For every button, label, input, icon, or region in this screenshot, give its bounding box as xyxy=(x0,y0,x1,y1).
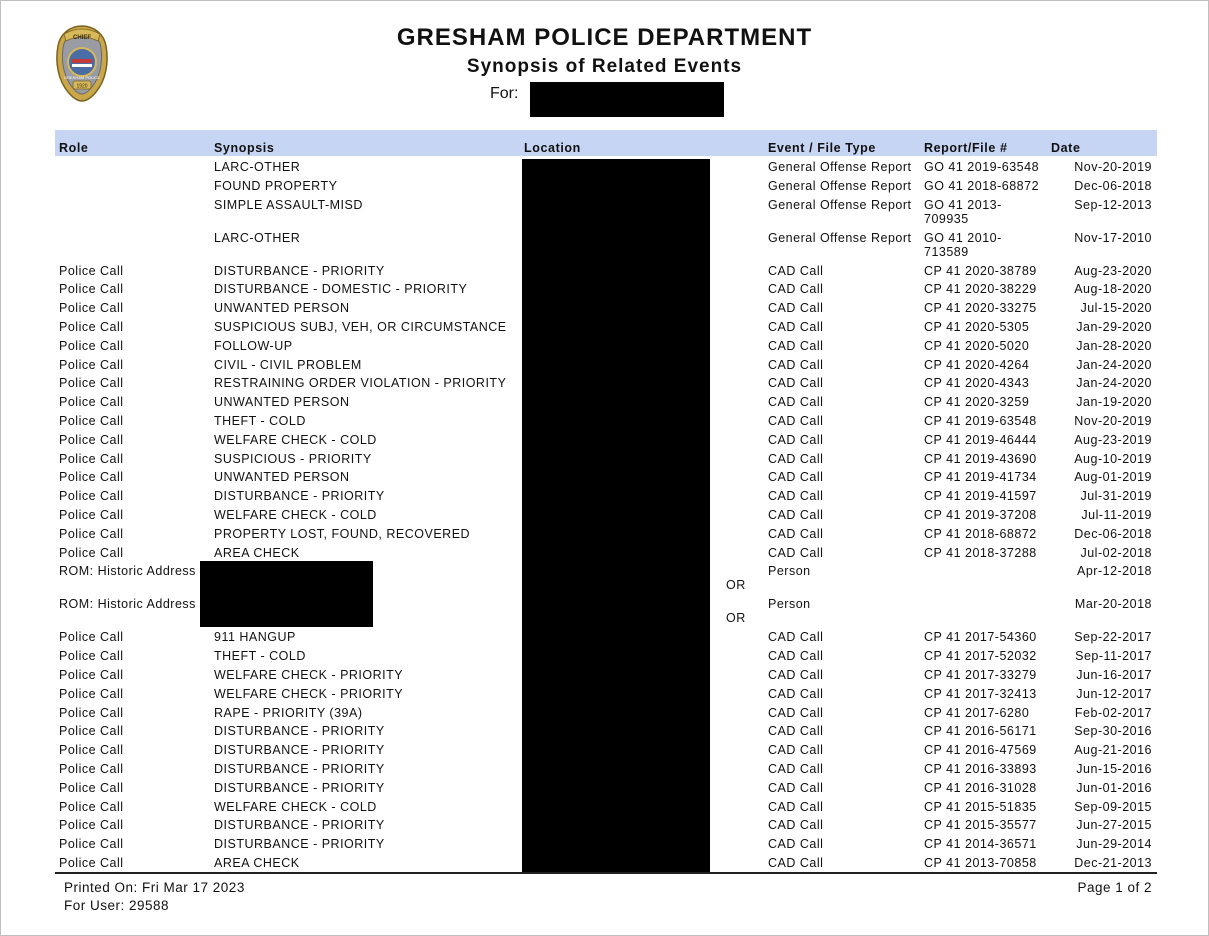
row-date: Nov-17-2010 xyxy=(1074,230,1152,245)
row-report-number: CP 41 2017-52032 xyxy=(924,649,1037,664)
row-date: Sep-12-2013 xyxy=(1074,197,1152,212)
row-type: CAD Call xyxy=(768,357,824,372)
row-type: General Offense Report xyxy=(768,197,912,212)
row-report-number: CP 41 2019-37208 xyxy=(924,508,1037,522)
row-date: Feb-02-2017 xyxy=(1074,705,1152,720)
row-type: CAD Call xyxy=(768,837,824,852)
row-type: CAD Call xyxy=(768,724,824,739)
row-role: ROM: Historic Address xyxy=(59,564,196,579)
row-date: Sep-09-2015 xyxy=(1074,799,1152,814)
row-synopsis: LARC-OTHER xyxy=(214,230,301,245)
row-date: Mar-20-2018 xyxy=(1074,597,1152,612)
row-synopsis: FOLLOW-UP xyxy=(214,338,293,353)
row-date: Jul-15-2020 xyxy=(1080,301,1152,316)
row-date: Aug-18-2020 xyxy=(1074,282,1152,297)
row-date: Sep-11-2017 xyxy=(1075,649,1152,664)
row-synopsis: LARC-OTHER xyxy=(214,160,301,174)
row-synopsis: WELFARE CHECK - COLD xyxy=(214,799,377,814)
row-date: Dec-06-2018 xyxy=(1074,178,1152,193)
row-role: Police Call xyxy=(59,780,124,795)
row-date: Jun-27-2015 xyxy=(1076,818,1152,833)
footer-divider xyxy=(55,872,1157,874)
row-type: CAD Call xyxy=(768,856,824,870)
row-role: Police Call xyxy=(59,762,124,776)
row-report-number: CP 41 2020-4264 xyxy=(924,357,1030,372)
row-synopsis: FOUND PROPERTY xyxy=(214,178,338,193)
row-type: CAD Call xyxy=(768,338,824,353)
row-date: Aug-23-2019 xyxy=(1074,432,1152,447)
row-type: CAD Call xyxy=(768,818,824,833)
row-report-number: CP 41 2017-33279 xyxy=(924,668,1037,682)
row-type: CAD Call xyxy=(768,630,824,645)
row-type: CAD Call xyxy=(768,686,824,701)
row-role: Police Call xyxy=(59,649,124,664)
redacted-location-column xyxy=(522,159,710,872)
row-synopsis: SUSPICIOUS - PRIORITY xyxy=(214,451,372,466)
row-role: Police Call xyxy=(59,395,124,410)
row-or-text: OR xyxy=(726,611,746,626)
row-type: General Offense Report xyxy=(768,160,912,174)
row-role: Police Call xyxy=(59,686,124,701)
row-synopsis: UNWANTED PERSON xyxy=(214,470,350,485)
row-date: Jun-01-2016 xyxy=(1076,780,1152,795)
row-report-number: CP 41 2020-3259 xyxy=(924,395,1030,410)
row-synopsis: WELFARE CHECK - PRIORITY xyxy=(214,686,404,701)
column-header-synopsis: Synopsis xyxy=(214,141,275,155)
row-date: Jun-12-2017 xyxy=(1076,686,1152,701)
row-report-number: CP 41 2013-70858 xyxy=(924,856,1037,870)
row-role: Police Call xyxy=(59,630,124,645)
column-header-location: Location xyxy=(524,141,581,155)
row-type: Person xyxy=(768,564,811,579)
row-report-number: CP 41 2019-43690 xyxy=(924,451,1037,466)
row-date: Jun-16-2017 xyxy=(1076,668,1152,682)
row-report-number: CP 41 2020-33275 xyxy=(924,301,1037,316)
row-synopsis: DISTURBANCE - PRIORITY xyxy=(214,780,385,795)
row-report-number: GO 41 2019-63548 xyxy=(924,160,1040,174)
row-type: CAD Call xyxy=(768,545,824,560)
row-role: Police Call xyxy=(59,837,124,852)
row-report-number: CP 41 2015-51835 xyxy=(924,799,1037,814)
page-number: Page 1 of 2 xyxy=(1077,880,1152,895)
row-synopsis: DISTURBANCE - PRIORITY xyxy=(214,263,385,278)
row-role: Police Call xyxy=(59,301,124,316)
row-synopsis: THEFT - COLD xyxy=(214,649,306,664)
printed-on-text: Printed On: Fri Mar 17 2023 xyxy=(64,880,245,895)
row-role: Police Call xyxy=(59,526,124,541)
row-report-number: CP 41 2019-46444 xyxy=(924,432,1037,447)
row-type: CAD Call xyxy=(768,376,824,391)
row-report-number: CP 41 2018-37288 xyxy=(924,545,1037,560)
row-type: CAD Call xyxy=(768,320,824,334)
row-report-number: CP 41 2020-5305 xyxy=(924,320,1030,334)
row-role: Police Call xyxy=(59,282,124,297)
row-report-number: CP 41 2020-5020 xyxy=(924,338,1030,353)
row-report-number: CP 41 2016-33893 xyxy=(924,762,1037,776)
row-type: CAD Call xyxy=(768,432,824,447)
row-type: CAD Call xyxy=(768,301,824,316)
row-report-number: CP 41 2014-36571 xyxy=(924,837,1037,852)
row-date: Apr-12-2018 xyxy=(1077,564,1152,579)
row-date: Jan-24-2020 xyxy=(1076,357,1152,372)
row-date: Jul-02-2018 xyxy=(1080,545,1152,560)
row-report-number: CP 41 2019-41597 xyxy=(924,489,1037,504)
row-report-number: CP 41 2017-6280 xyxy=(924,705,1030,720)
row-type: CAD Call xyxy=(768,451,824,466)
row-date: Jan-24-2020 xyxy=(1076,376,1152,391)
row-synopsis: DISTURBANCE - PRIORITY xyxy=(214,724,385,739)
row-role: Police Call xyxy=(59,357,124,372)
page-title: GRESHAM POLICE DEPARTMENT xyxy=(396,24,813,51)
row-type: CAD Call xyxy=(768,526,824,541)
row-report-number: CP 41 2020-38789 xyxy=(924,263,1037,278)
badge-top-text: CHIEF xyxy=(73,35,91,41)
row-date: Aug-01-2019 xyxy=(1074,470,1152,485)
row-synopsis: PROPERTY LOST, FOUND, RECOVERED xyxy=(214,526,471,541)
row-synopsis: UNWANTED PERSON xyxy=(214,301,350,316)
row-report-number: CP 41 2015-35577 xyxy=(924,818,1037,833)
row-role: Police Call xyxy=(59,338,124,353)
row-report-number: CP 41 2019-63548 xyxy=(924,414,1037,428)
row-role: Police Call xyxy=(59,799,124,814)
row-synopsis: WELFARE CHECK - PRIORITY xyxy=(214,668,404,682)
row-role: Police Call xyxy=(59,489,124,504)
row-synopsis: AREA CHECK xyxy=(214,545,300,560)
row-type: CAD Call xyxy=(768,282,824,297)
row-synopsis: WELFARE CHECK - COLD xyxy=(214,432,377,447)
row-role: Police Call xyxy=(59,470,124,485)
redacted-name-block xyxy=(530,82,724,117)
row-date: Sep-30-2016 xyxy=(1074,724,1152,739)
row-synopsis: RAPE - PRIORITY (39A) xyxy=(214,705,363,720)
redacted-address-block xyxy=(200,561,373,594)
row-report-number: CP 41 2016-31028 xyxy=(924,780,1037,795)
column-header-role: Role xyxy=(59,141,89,155)
row-date: Jun-29-2014 xyxy=(1076,837,1152,852)
row-synopsis: SIMPLE ASSAULT-MISD xyxy=(214,197,363,212)
row-synopsis: RESTRAINING ORDER VIOLATION - PRIORITY xyxy=(214,376,507,391)
row-type: CAD Call xyxy=(768,780,824,795)
row-role: Police Call xyxy=(59,705,124,720)
row-synopsis: DISTURBANCE - PRIORITY xyxy=(214,837,385,852)
row-role: Police Call xyxy=(59,545,124,560)
row-type: CAD Call xyxy=(768,414,824,428)
row-synopsis: WELFARE CHECK - COLD xyxy=(214,508,377,522)
row-type: CAD Call xyxy=(768,395,824,410)
row-or-text: OR xyxy=(726,578,746,593)
row-type: CAD Call xyxy=(768,668,824,682)
row-report-number: CP 41 2020-4343 xyxy=(924,376,1030,391)
row-role: Police Call xyxy=(59,724,124,739)
row-date: Jun-15-2016 xyxy=(1076,762,1152,776)
row-synopsis: DISTURBANCE - PRIORITY xyxy=(214,489,385,504)
row-role: Police Call xyxy=(59,508,124,522)
row-date: Dec-21-2013 xyxy=(1074,856,1152,870)
row-date: Nov-20-2019 xyxy=(1074,160,1152,174)
row-type: CAD Call xyxy=(768,489,824,504)
row-type: CAD Call xyxy=(768,470,824,485)
row-synopsis: DISTURBANCE - PRIORITY xyxy=(214,762,385,776)
row-date: Jul-31-2019 xyxy=(1080,489,1152,504)
row-role: Police Call xyxy=(59,743,124,758)
row-type: CAD Call xyxy=(768,263,824,278)
row-role: Police Call xyxy=(59,432,124,447)
page-subtitle: Synopsis of Related Events xyxy=(466,56,743,77)
row-role: Police Call xyxy=(59,263,124,278)
row-date: Jan-29-2020 xyxy=(1076,320,1152,334)
row-report-number: CP 41 2016-47569 xyxy=(924,743,1037,758)
row-date: Nov-20-2019 xyxy=(1074,414,1152,428)
row-role: Police Call xyxy=(59,818,124,833)
row-date: Dec-06-2018 xyxy=(1074,526,1152,541)
row-role: Police Call xyxy=(59,414,124,428)
row-role: Police Call xyxy=(59,320,124,334)
row-report-number: CP 41 2017-54360 xyxy=(924,630,1037,645)
row-type: CAD Call xyxy=(768,762,824,776)
row-role: ROM: Historic Address xyxy=(59,597,196,612)
row-type: CAD Call xyxy=(768,705,824,720)
row-report-number: GO 41 2013-709935 xyxy=(924,197,1002,226)
row-synopsis: DISTURBANCE - PRIORITY xyxy=(214,818,385,833)
row-date: Jan-19-2020 xyxy=(1076,395,1152,410)
row-date: Sep-22-2017 xyxy=(1074,630,1152,645)
row-report-number: CP 41 2016-56171 xyxy=(924,724,1037,739)
row-role: Police Call xyxy=(59,376,124,391)
row-type: Person xyxy=(768,597,811,612)
column-header-type: Event / File Type xyxy=(768,141,876,155)
column-header-date: Date xyxy=(1051,141,1081,155)
row-report-number: CP 41 2020-38229 xyxy=(924,282,1037,297)
for-user-text: For User: 29588 xyxy=(64,898,170,913)
row-synopsis: THEFT - COLD xyxy=(214,414,306,428)
row-report-number: CP 41 2019-41734 xyxy=(924,470,1037,485)
row-synopsis: SUSPICIOUS SUBJ, VEH, OR CIRCUMSTANCE xyxy=(214,320,507,334)
row-type: CAD Call xyxy=(768,799,824,814)
row-role: Police Call xyxy=(59,856,124,870)
row-report-number: GO 41 2010-713589 xyxy=(924,230,1002,259)
row-synopsis: AREA CHECK xyxy=(214,856,300,870)
redacted-address-block xyxy=(200,594,373,627)
row-date: Aug-10-2019 xyxy=(1074,451,1152,466)
badge-middle-text: GRESHAM POLICE xyxy=(63,75,101,80)
row-role: Police Call xyxy=(59,451,124,466)
row-report-number: CP 41 2017-32413 xyxy=(924,686,1037,701)
row-type: CAD Call xyxy=(768,649,824,664)
row-role: Police Call xyxy=(59,668,124,682)
row-type: CAD Call xyxy=(768,508,824,522)
row-date: Aug-21-2016 xyxy=(1074,743,1152,758)
row-synopsis: CIVIL - CIVIL PROBLEM xyxy=(214,357,362,372)
row-type: General Offense Report xyxy=(768,230,912,245)
row-synopsis: UNWANTED PERSON xyxy=(214,395,350,410)
row-report-number: GO 41 2018-68872 xyxy=(924,178,1040,193)
row-synopsis: DISTURBANCE - PRIORITY xyxy=(214,743,385,758)
row-date: Jul-11-2019 xyxy=(1081,508,1152,522)
column-header-report: Report/File # xyxy=(924,141,1008,155)
row-type: CAD Call xyxy=(768,743,824,758)
row-type: General Offense Report xyxy=(768,178,912,193)
row-date: Aug-23-2020 xyxy=(1074,263,1152,278)
for-label: For: xyxy=(490,85,519,102)
row-date: Jan-28-2020 xyxy=(1076,338,1152,353)
row-report-number: CP 41 2018-68872 xyxy=(924,526,1037,541)
row-synopsis: 911 HANGUP xyxy=(214,630,296,645)
badge-bottom-text: 1920 xyxy=(76,83,88,90)
row-synopsis: DISTURBANCE - DOMESTIC - PRIORITY xyxy=(214,282,468,297)
